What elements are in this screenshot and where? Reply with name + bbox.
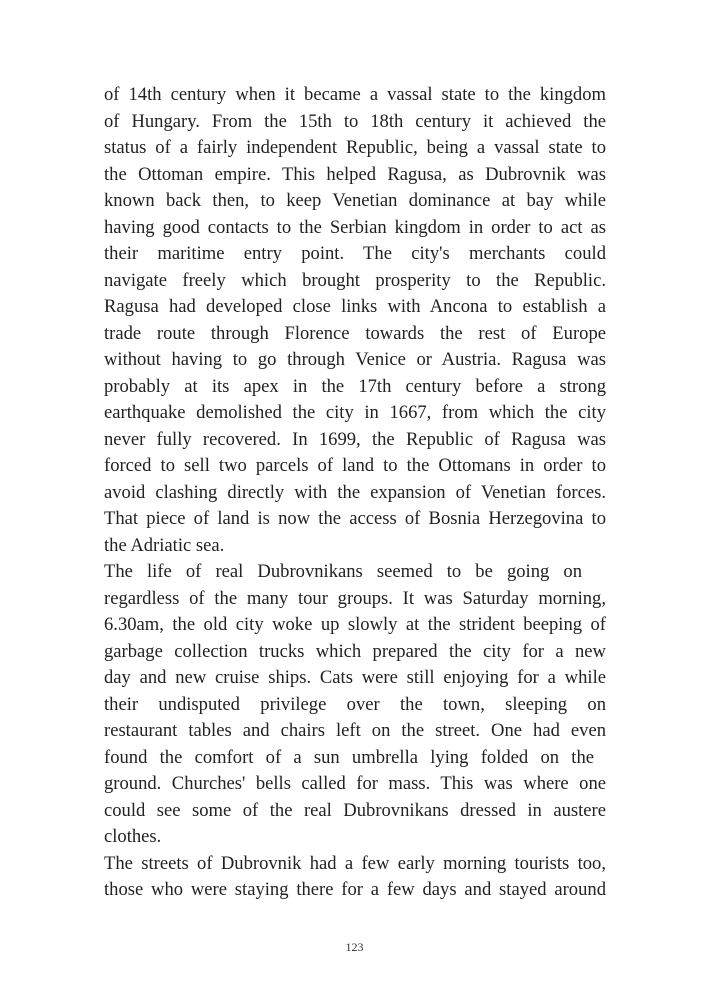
text-line: That piece of land is now the access of Bosnia Herzegovina to [104, 508, 606, 529]
page-number: 123 [345, 940, 364, 954]
text-line: known back then, to keep Venetian dominance at bay while [104, 190, 606, 211]
text-line: The streets of Dubrovnik had a few early morning tourists too, [104, 852, 606, 874]
text-line: restaurant tables and chairs left on the street. One had even [104, 720, 606, 741]
text-line: forced to sell two parcels of land to the Ottomans in order to [104, 455, 606, 476]
text-line: avoid clashing directly with the expansion of Venetian forces. [104, 481, 606, 503]
text-line: clothes. [104, 826, 162, 847]
text-line: The life of real Dubrovnikans seemed to be going on [104, 561, 582, 582]
text-line: garbage collection trucks which prepared the city for a new [104, 640, 606, 662]
text-line: without having to go through Venice or Austria. Ragusa was [104, 349, 606, 370]
text-line: trade route through Florence towards the rest of Europe [104, 322, 606, 344]
text-line: the Ottoman empire. This helped Ragusa, as Dubrovnik was [104, 163, 606, 185]
text-line: could see some of the real Dubrovnikans dressed in austere [104, 799, 606, 821]
paragraph-ragusa-history [104, 82, 606, 559]
text-line: regardless of the many tour groups. It was Saturday morning, [104, 587, 606, 609]
text-line: earthquake demolished the city in 1667, from which the city [104, 402, 606, 423]
text-line: status of a fairly independent Republic, being a vassal state to [104, 137, 606, 158]
text-line: probably at its apex in the 17th century before a strong [104, 375, 606, 397]
text-line: Ragusa had developed close links with Ancona to establish a [104, 296, 606, 317]
text-line: 6.30am, the old city woke up slowly at the strident beeping of [104, 614, 606, 635]
paragraph-early-tourists [104, 851, 606, 904]
text-line: those who were staying there for a few days and stayed around [104, 879, 606, 900]
text-line: found the comfort of a sun umbrella lying folded on the [104, 746, 594, 768]
body-text [104, 82, 606, 904]
text-line: day and new cruise ships. Cats were still enjoying for a while [104, 667, 606, 688]
text-line: ground. Churches' bells called for mass. This was where one [104, 773, 606, 794]
text-line: of Hungary. From the 15th to 18th century it achieved the [104, 110, 606, 132]
text-line: the Adriatic sea. [104, 534, 225, 556]
text-line: their maritime entry point. The city's merchants could [104, 243, 606, 264]
text-line: navigate freely which brought prosperity to the Republic. [104, 269, 606, 291]
text-line: their undisputed privilege over the town, sleeping on [104, 693, 606, 715]
text-line: of 14th century when it became a vassal state to the kingdom [104, 84, 606, 105]
text-line: having good contacts to the Serbian kingdom in order to act as [104, 216, 606, 238]
text-line: never fully recovered. In 1699, the Republic of Ragusa was [104, 428, 606, 450]
paragraph-dubrovnik-morning [104, 559, 606, 851]
